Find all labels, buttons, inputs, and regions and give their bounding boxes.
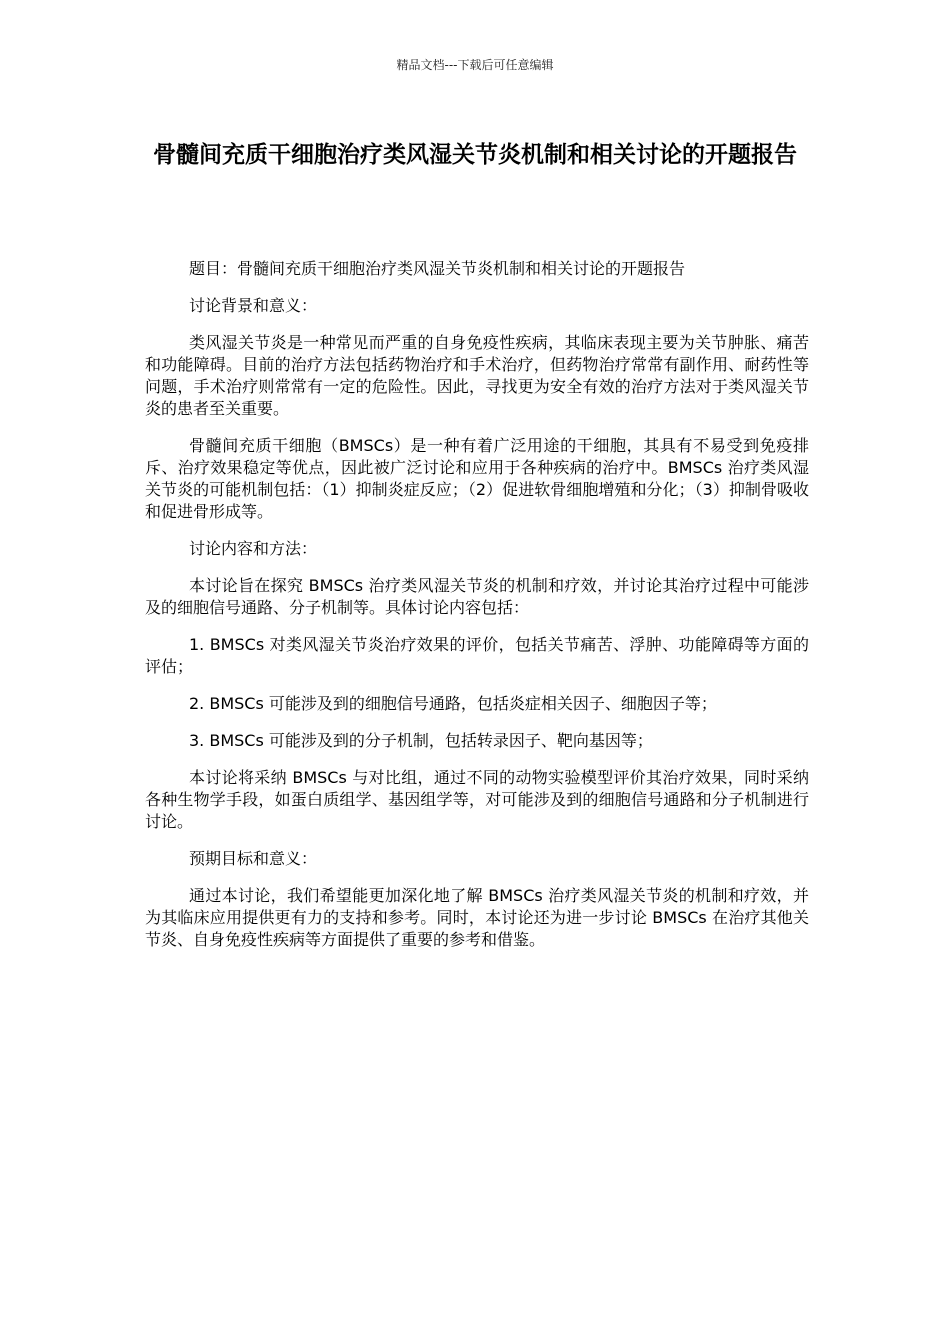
document-title: 骨髓间充质干细胞治疗类风湿关节炎机制和相关讨论的开题报告	[153, 142, 797, 168]
paragraph-background-2: 骨髓间充质干细胞（BMSCs）是一种有着广泛用途的干细胞，其具有不易受到免疫排斥、治疗效果稳定等优点，因此被广泛讨论和应用于各种疾病的治疗中。BMSCs 治疗类风湿关节炎的可能机制包括：（1）抑制炎症反应；（2）促进软骨细胞增殖和分化；（3）抑制骨吸收和促进骨形成等。	[145, 436, 809, 521]
section-heading-goals: 预期目标和意义：	[189, 849, 318, 868]
paragraph-background-1: 类风湿关节炎是一种常见而严重的自身免疫性疾病，其临床表现主要为关节肿胀、痛苦和功能障碍。目前的治疗方法包括药物治疗和手术治疗，但药物治疗常常有副作用、耐药性等问题，手术治疗则常常有一定的危险性。因此，寻找更为安全有效的治疗方法对于类风湿关节炎的患者至关重要。	[145, 333, 809, 418]
section-heading-background: 讨论背景和意义：	[189, 296, 318, 315]
section-heading-methods: 讨论内容和方法：	[189, 539, 318, 558]
document-body	[145, 258, 809, 966]
paragraph-methods-approach: 本讨论将采纳 BMSCs 与对比组，通过不同的动物实验模型评价其治疗效果，同时采纳各种生物学手段，如蛋白质组学、基因组学等，对可能涉及到的细胞信号通路和分子机制进行讨论。	[145, 768, 809, 831]
list-item-3: 3. BMSCs 可能涉及到的分子机制，包括转录因子、靶向基因等；	[189, 731, 653, 750]
list-item-2: 2. BMSCs 可能涉及到的细胞信号通路，包括炎症相关因子、细胞因子等；	[189, 694, 717, 713]
paragraph-methods-intro: 本讨论旨在探究 BMSCs 治疗类风湿关节炎的机制和疗效，并讨论其治疗过程中可能涉及的细胞信号通路、分子机制等。具体讨论内容包括：	[145, 576, 809, 617]
paragraph-goals: 通过本讨论，我们希望能更加深化地了解 BMSCs 治疗类风湿关节炎的机制和疗效，并为其临床应用提供更有力的支持和参考。同时，本讨论还为进一步讨论 BMSCs 在治疗其他关节炎、自身免疫性疾病等方面提供了重要的参考和借鉴。	[145, 886, 809, 949]
topic-line: 题目：骨髓间充质干细胞治疗类风湿关节炎机制和相关讨论的开题报告	[189, 259, 686, 278]
list-item-1: 1. BMSCs 对类风湿关节炎治疗效果的评价，包括关节痛苦、浮肿、功能障碍等方面的评估；	[145, 635, 809, 676]
page-header: 精品文档---下载后可任意编辑	[396, 58, 554, 72]
